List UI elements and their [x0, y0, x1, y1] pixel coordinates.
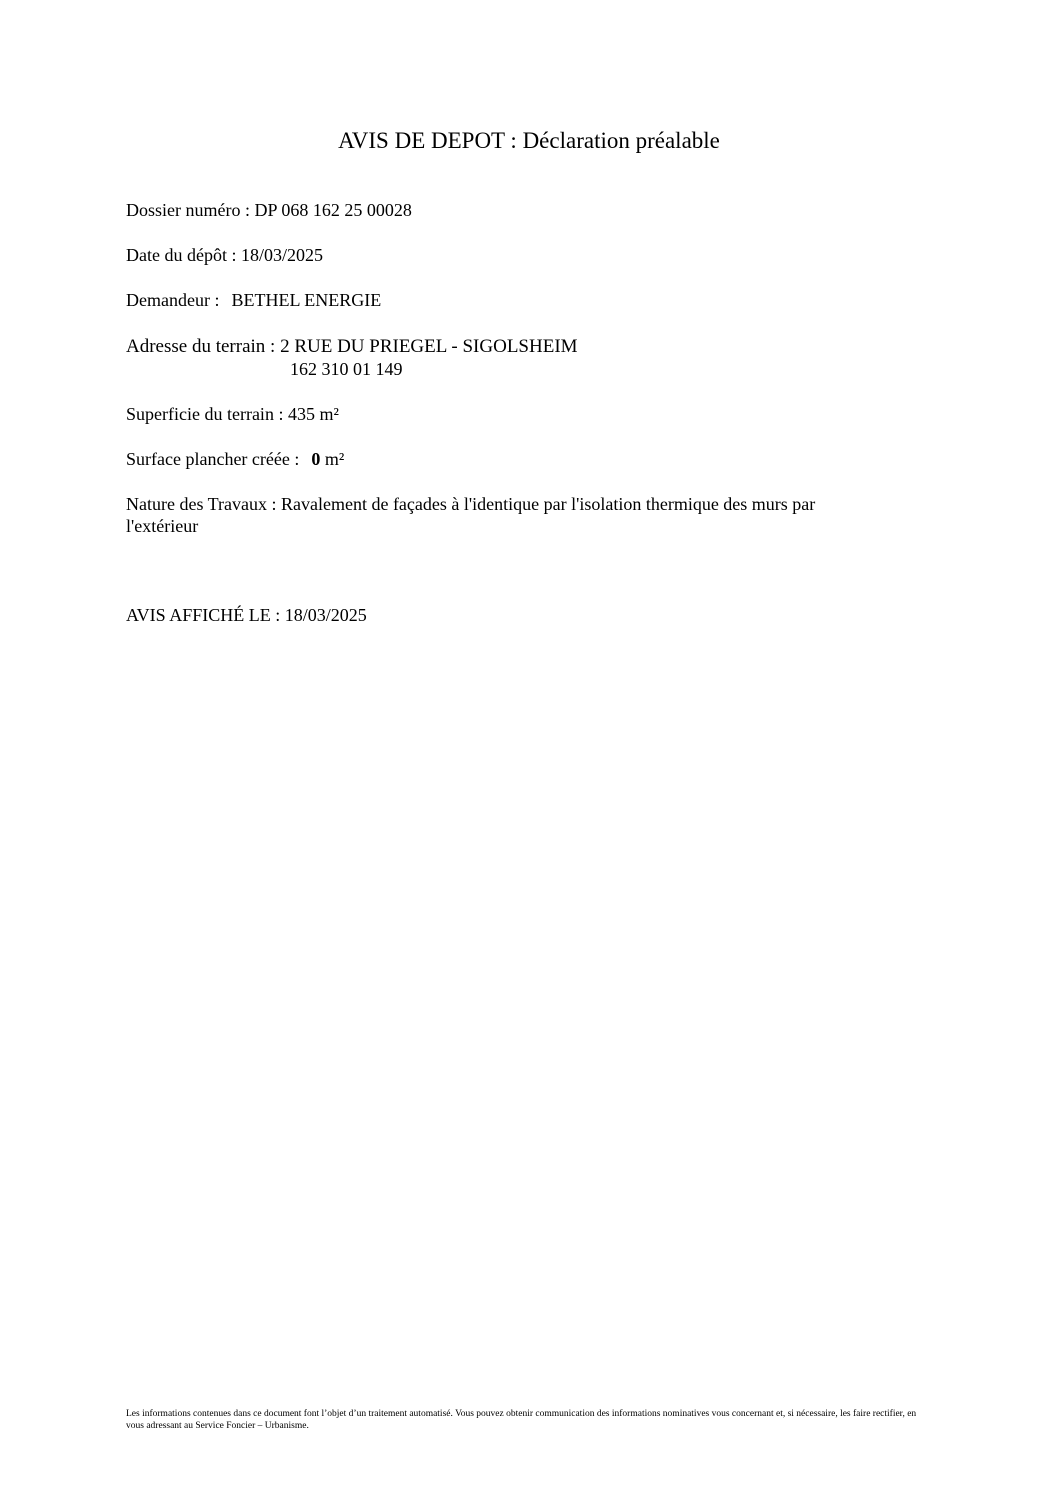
parcelle-value: 162 310 01 149: [290, 359, 403, 379]
superficie-label: Superficie du terrain :: [126, 404, 284, 424]
superficie-value: 435 m²: [287, 404, 339, 424]
nature-travaux-label: Nature des Travaux :: [126, 494, 277, 514]
footer-notice: Les informations contenues dans ce document font l’objet d’un traitement automatisé. Vous pouvez obtenir communication des informations nominatives vous concernant et, si nécessaire, les faire rectifier, en vous adressant au Service Foncier – Urbanisme.: [126, 1409, 917, 1431]
page-title: AVIS DE DEPOT : Déclaration préalable: [338, 128, 720, 153]
date-depot-value: 18/03/2025: [240, 245, 323, 265]
demandeur-label: Demandeur :: [126, 290, 220, 310]
superficie-row: [126, 403, 339, 425]
adresse-value: 2 RUE DU PRIEGEL - SIGOLSHEIM: [280, 336, 578, 357]
nature-travaux-value: Ravalement de façades à l'identique par l'isolation thermique des murs par l'extérieur: [126, 494, 816, 536]
avis-affiche-label: AVIS AFFICHÉ LE :: [126, 605, 281, 625]
adresse-label: Adresse du terrain :: [126, 336, 276, 357]
surface-plancher-value: 0: [311, 449, 321, 469]
adresse-row: [126, 336, 578, 358]
dossier-value: DP 068 162 25 00028: [254, 200, 412, 220]
date-depot-row: [126, 244, 323, 266]
avis-affiche-value: 18/03/2025: [284, 605, 367, 625]
surface-plancher-row: [126, 448, 344, 470]
dossier-label: Dossier numéro :: [126, 200, 250, 220]
demandeur-row: [126, 289, 381, 311]
nature-travaux-row: [126, 493, 886, 537]
parcelle-row: [290, 358, 403, 380]
dossier-row: [126, 199, 412, 221]
surface-plancher-label: Surface plancher créée :: [126, 449, 300, 469]
demandeur-value: BETHEL ENERGIE: [231, 290, 382, 310]
date-depot-label: Date du dépôt :: [126, 245, 237, 265]
surface-plancher-unit: m²: [324, 449, 345, 469]
avis-affiche-row: [126, 604, 367, 626]
